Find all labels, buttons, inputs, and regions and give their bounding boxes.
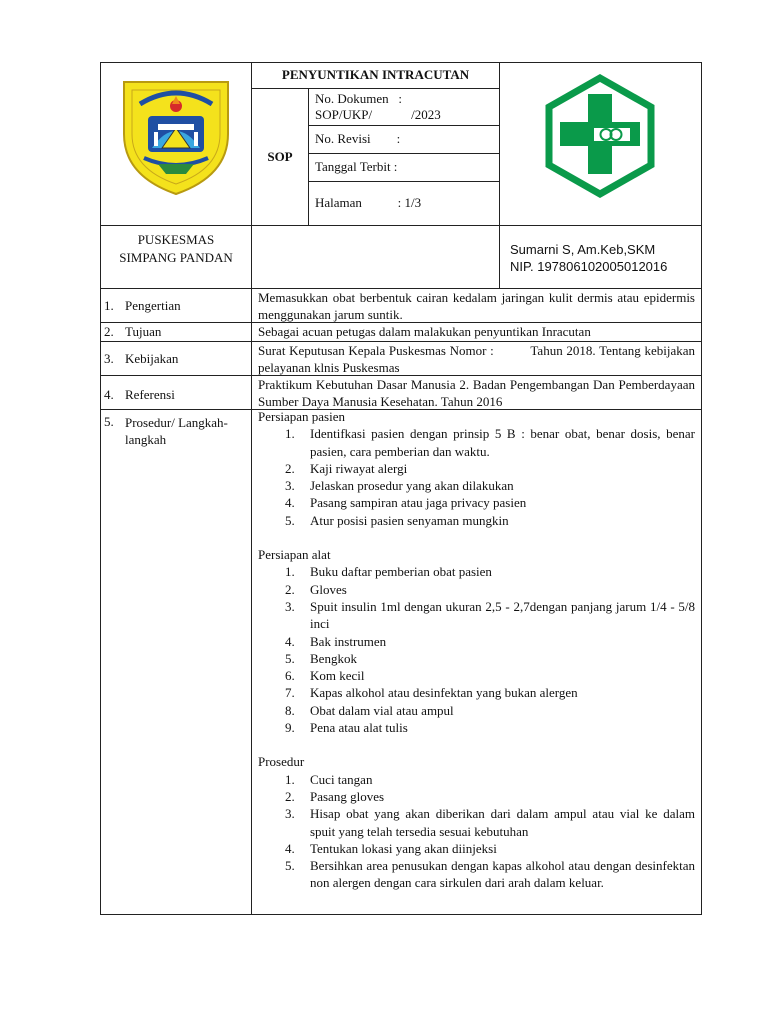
section-title-prep-tools: Persiapan alat (258, 547, 331, 563)
revision-number: No. Revisi : (315, 131, 401, 146)
list-item: 2. Kaji riwayat alergi (285, 460, 408, 476)
section-title-prep-patient: Persiapan pasien (258, 409, 346, 424)
section-title-steps: Prosedur (258, 754, 305, 770)
list-item: 1. Cuci tangan (285, 771, 373, 787)
steps-list (258, 771, 695, 892)
list-item: 1. Identifkasi pasien dengan prinsip 5 B : benar obat, benar dosis, benar pasien, cara pemberian dan waktu. (285, 426, 695, 459)
sop-label: SOP (267, 149, 293, 164)
list-item: 5. Bengkok (285, 650, 357, 666)
row-label-prosedur: Prosedur/ Langkah- langkah (125, 415, 228, 447)
prep-patient-list (258, 425, 695, 529)
row-number-kebijakan: 3. (104, 351, 114, 366)
page-title: PENYUNTIKAN INTRACUTAN (281, 67, 470, 82)
list-item: 9. Pena atau alat tulis (285, 720, 408, 736)
list-item: 7. Kapas alkohol atau desinfektan yang bukan alergen (285, 685, 578, 701)
row-label-kebijakan: Kebijakan (125, 351, 179, 366)
procedure-content (258, 408, 695, 892)
row-number-prosedur: 5. (104, 414, 114, 429)
reference-text: Praktikum Kebutuhan Dasar Manusia 2. Badan Pengembangan Dan Pemberdayaan Sumber Daya Manusia Kesehatan. Tahun 2016 (258, 377, 695, 409)
regency-crest-icon (114, 74, 238, 198)
definition-text: Memasukkan obat berbentuk cairan kedalam jaringan kulit dermis atau epidermis menggunakan jarum suntik. (258, 290, 695, 322)
row-number-pengertian: 1. (104, 298, 114, 313)
list-item: 8. Obat dalam vial atau ampul (285, 702, 454, 718)
signer-name: Sumarni S, Am.Keb,SKM (510, 242, 656, 257)
row-label-tujuan: Tujuan (125, 324, 162, 339)
prep-tools-list (258, 563, 695, 736)
purpose-text: Sebagai acuan petugas dalam malakukan penyuntikan Inracutan (258, 324, 591, 339)
puskesmas-cross-icon (538, 74, 662, 198)
list-item: 2. Pasang gloves (285, 788, 385, 804)
list-item: 4. Bak instrumen (285, 633, 387, 649)
list-item: 4. Tentukan lokasi yang akan diinjeksi (285, 840, 497, 856)
list-item: 6. Kom kecil (285, 668, 365, 684)
list-item: 3. Hisap obat yang akan diberikan dari dalam ampul atau vial ke dalam spuit yang telah tersedia sesuai kebutuhan (285, 806, 695, 839)
list-item: 4. Pasang sampiran atau jaga privacy pasien (285, 495, 527, 511)
issue-date: Tanggal Terbit : (315, 159, 398, 174)
list-item: 2. Gloves (285, 581, 347, 597)
organization-name: PUSKESMAS SIMPANG PANDAN (119, 232, 233, 265)
list-item: 5. Bersihkan area penusukan dengan kapas alkohol atau dengan desinfektan non alergen dengan cara sirkulen dari arah dalam keluar. (285, 858, 695, 891)
list-item: 1. Buku daftar pemberian obat pasien (285, 564, 492, 580)
row-number-referensi: 4. (104, 387, 114, 402)
page-number: Halaman : 1/3 (315, 195, 422, 210)
list-item: 5. Atur posisi pasien senyaman mungkin (285, 512, 509, 528)
policy-text: Surat Keputusan Kepala Puskesmas Nomor : Tahun 2018. Tentang kebijakan pelayanan klnis Puskesmas (258, 343, 699, 375)
row-number-tujuan: 2. (104, 324, 114, 339)
list-item: 3. Spuit insulin 1ml dengan ukuran 2,5 - 2,7dengan panjang jarum 1/4 - 5/8 inci (285, 598, 695, 632)
doc-number: No. Dokumen : SOP/UKP/ /2023 (315, 91, 441, 122)
row-label-pengertian: Pengertian (125, 298, 181, 313)
row-label-referensi: Referensi (125, 387, 175, 402)
signer-nip: NIP. 197806102005012016 (510, 259, 668, 274)
list-item: 3. Jelaskan prosedur yang akan dilakukan (285, 478, 514, 494)
